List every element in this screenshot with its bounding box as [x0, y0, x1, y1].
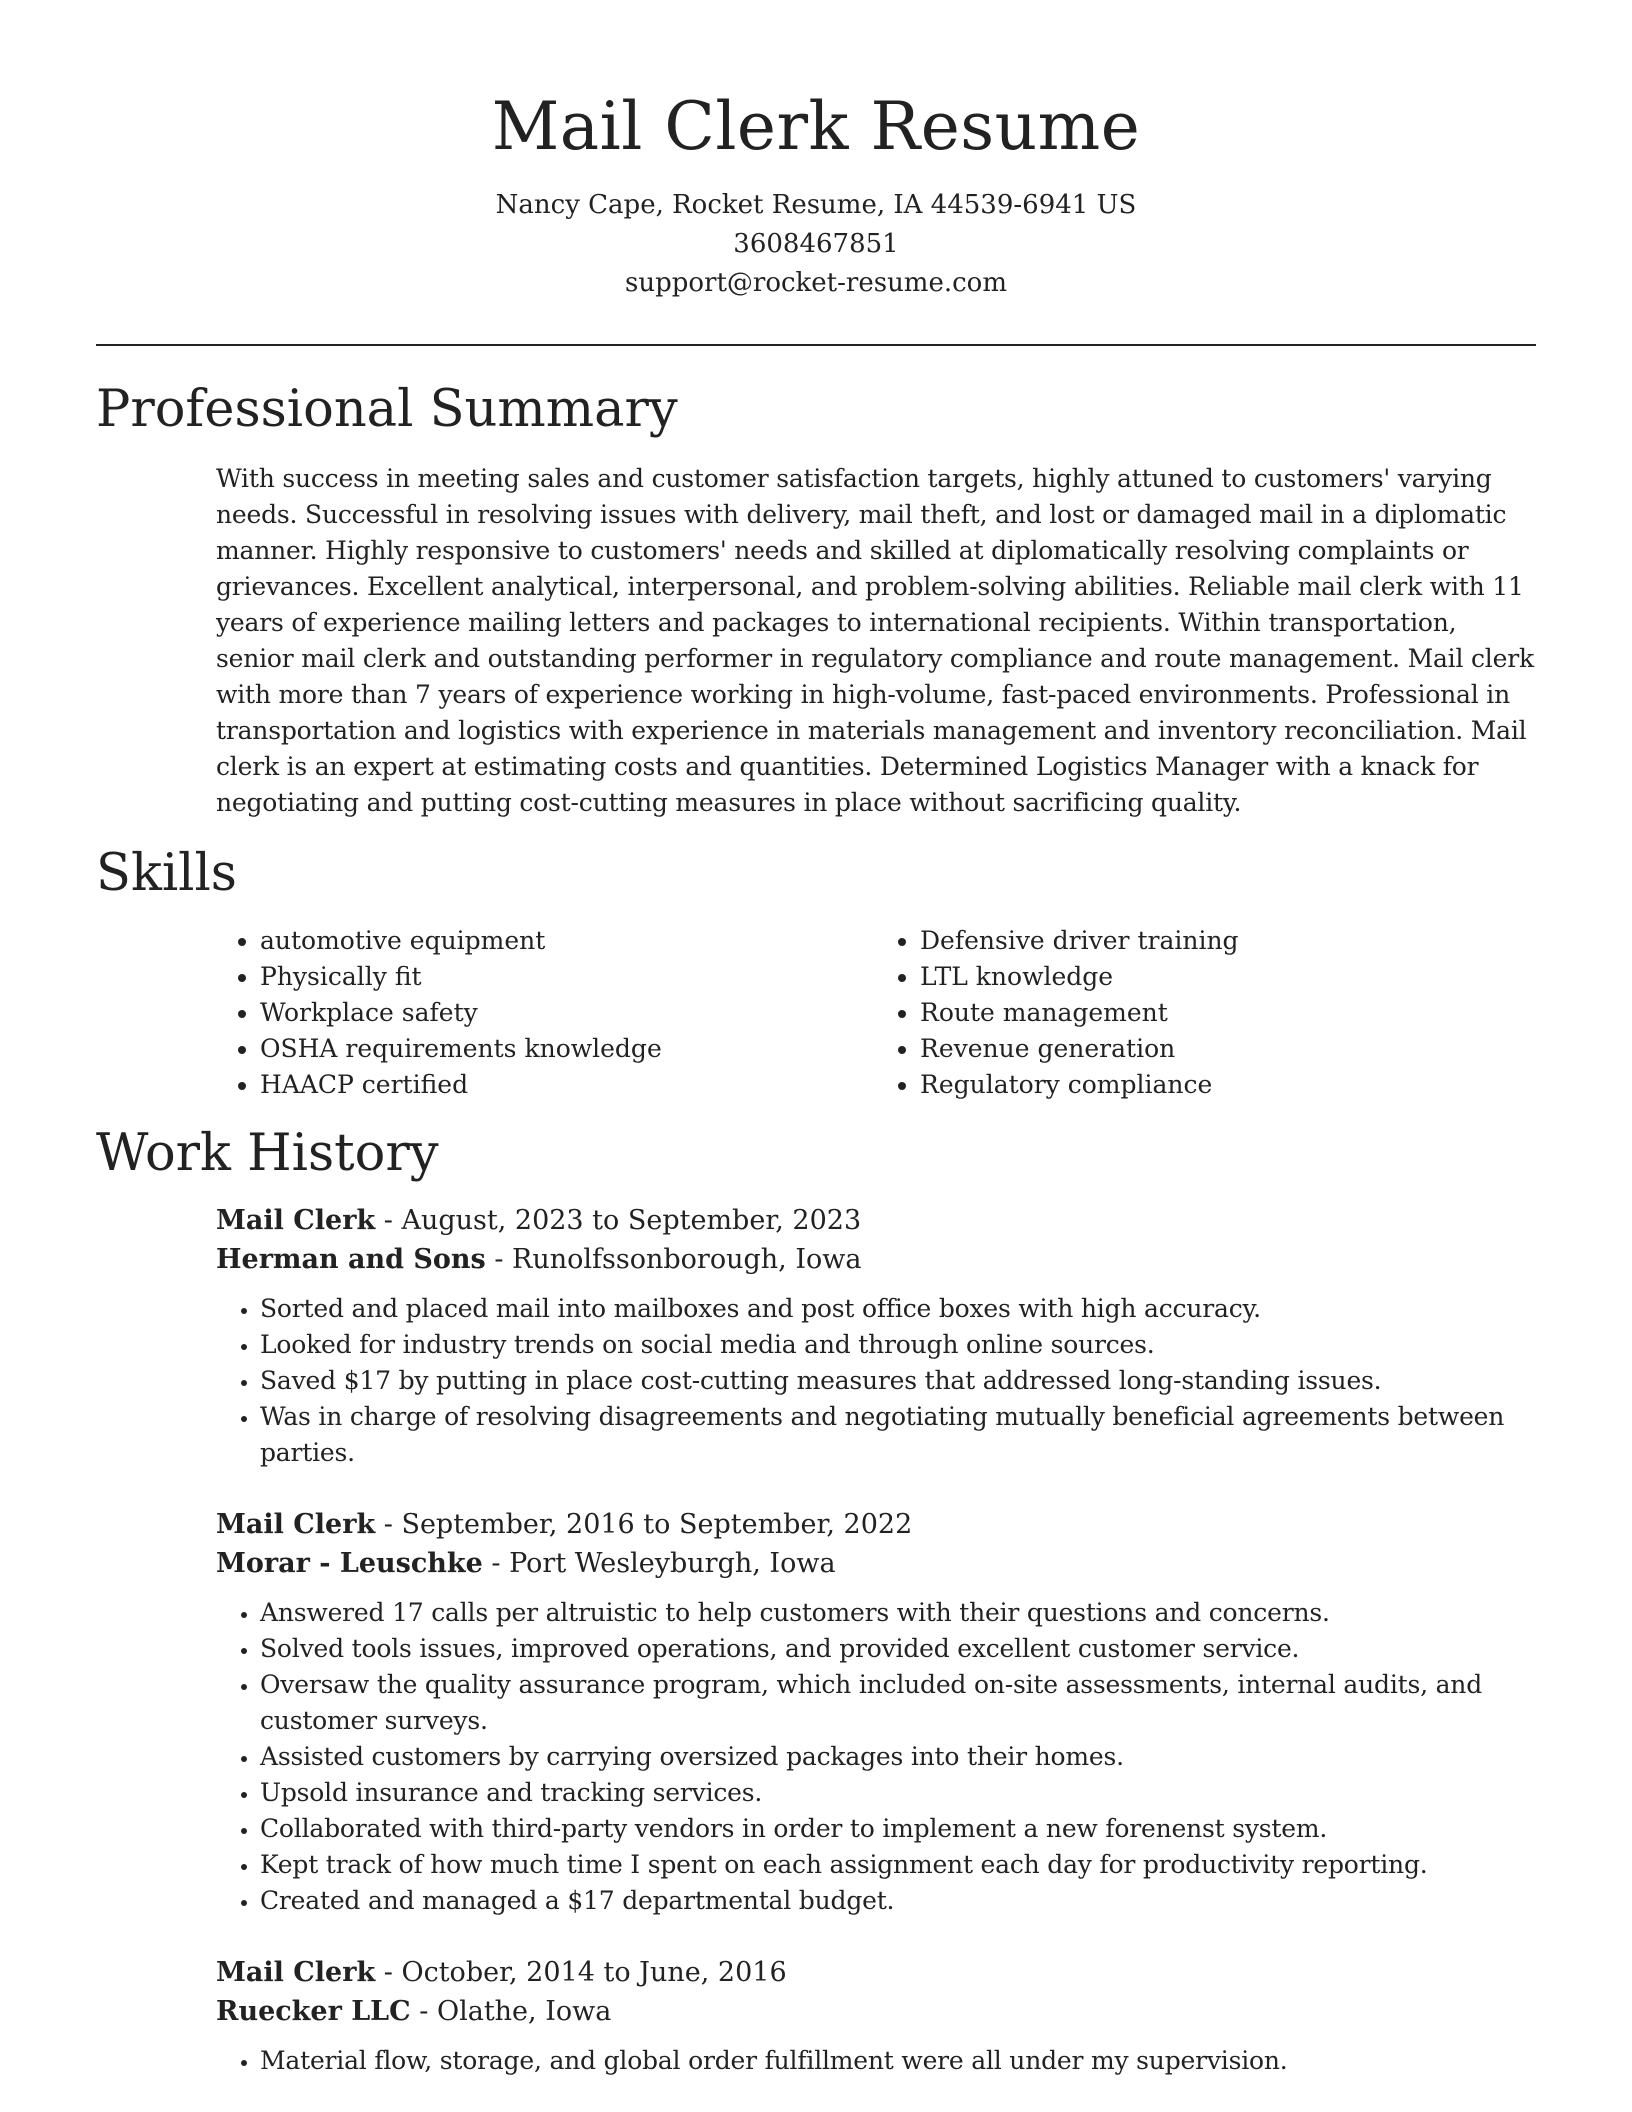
work-history-heading: Work History [96, 1124, 439, 1183]
skill-item: • Route management [920, 995, 1536, 1031]
job-bullet: • Assisted customers by carrying oversized packages into their homes. [260, 1739, 1536, 1775]
job-title-line [216, 1505, 1536, 1544]
job-bullet: • Kept track of how much time I spent on each assignment each day for productivity reporting. [260, 1847, 1536, 1883]
job-bullet: • Sorted and placed mail into mailboxes and post office boxes with high accuracy. [260, 1291, 1536, 1327]
job-separator: - [485, 1244, 513, 1275]
job-bullet: • Created and managed a $17 departmental budget. [260, 1883, 1536, 1919]
contact-address: Nancy Cape, Rocket Resume, IA 44539-6941 US [495, 190, 1137, 220]
job-bullet: • Answered 17 calls per altruistic to help customers with their questions and concerns. [260, 1595, 1536, 1631]
job-bullet: • Collaborated with third-party vendors in order to implement a new forenenst system. [260, 1811, 1536, 1847]
job-title-line [216, 1201, 1536, 1240]
job-company: Ruecker LLC [216, 1996, 411, 2027]
skill-item: • OSHA requirements knowledge [260, 1031, 876, 1067]
skill-item: • automotive equipment [260, 923, 876, 959]
job-company-line [216, 1544, 1536, 1583]
work-history-section [216, 1201, 1536, 2079]
job-title: Mail Clerk [216, 1957, 376, 1988]
job-dates: October, 2014 to June, 2016 [401, 1957, 787, 1988]
job-location: Olathe, Iowa [436, 1996, 612, 2027]
job-title: Mail Clerk [216, 1205, 376, 1236]
job-entry [216, 1201, 1536, 1471]
skill-item: • Regulatory compliance [920, 1067, 1536, 1103]
skill-item: • Workplace safety [260, 995, 876, 1031]
resume-title: Mail Clerk Resume [491, 88, 1141, 165]
job-dates: August, 2023 to September, 2023 [401, 1205, 862, 1236]
skill-item: • LTL knowledge [920, 959, 1536, 995]
job-bullet: • Saved $17 by putting in place cost-cutting measures that addressed long-standing issues. [260, 1363, 1536, 1399]
skill-item: • HAACP certified [260, 1067, 876, 1103]
job-separator: - [375, 1957, 402, 1988]
job-separator: - [375, 1205, 402, 1236]
job-entry [216, 1953, 1536, 2079]
job-title: Mail Clerk [216, 1509, 376, 1540]
skills-heading: Skills [96, 844, 237, 903]
job-bullet: • Solved tools issues, improved operations, and provided excellent customer service. [260, 1631, 1536, 1667]
skill-item: • Physically fit [260, 959, 876, 995]
summary-section [216, 461, 1536, 821]
job-company-line [216, 1240, 1536, 1279]
skills-list-right [876, 923, 1536, 1103]
job-bullets [216, 2043, 1536, 2079]
skills-list-left [216, 923, 876, 1103]
summary-heading: Professional Summary [96, 380, 678, 439]
job-company: Herman and Sons [216, 1244, 486, 1275]
job-separator: - [482, 1548, 510, 1579]
job-bullet: • Upsold insurance and tracking services. [260, 1775, 1536, 1811]
job-dates: September, 2016 to September, 2022 [401, 1509, 913, 1540]
job-bullet: • Was in charge of resolving disagreements and negotiating mutually beneficial agreements between parties. [260, 1399, 1536, 1471]
job-company-line [216, 1992, 1536, 2031]
job-bullet: • Oversaw the quality assurance program, which included on-site assessments, internal audits, and customer surveys. [260, 1667, 1536, 1739]
contact-phone: 3608467851 [733, 229, 899, 259]
job-bullets [216, 1291, 1536, 1471]
job-separator: - [410, 1996, 437, 2027]
job-bullet: • Looked for industry trends on social media and through online sources. [260, 1327, 1536, 1363]
contact-email: support@rocket-resume.com [624, 268, 1007, 298]
job-location: Runolfssonborough, Iowa [512, 1244, 862, 1275]
skills-section [216, 923, 1536, 1103]
skill-item: • Revenue generation [920, 1031, 1536, 1067]
job-title-line [216, 1953, 1536, 1992]
skill-item: • Defensive driver training [920, 923, 1536, 959]
contact-block [96, 186, 1536, 303]
job-bullets [216, 1595, 1536, 1919]
header-divider [96, 344, 1536, 346]
job-separator: - [375, 1509, 402, 1540]
job-location: Port Wesleyburgh, Iowa [509, 1548, 836, 1579]
resume-page [96, 0, 1536, 2079]
job-bullet: • Material flow, storage, and global order fulfillment were all under my supervision. [260, 2043, 1536, 2079]
job-entry [216, 1505, 1536, 1919]
summary-text: With success in meeting sales and customer satisfaction targets, highly attuned to customers' varying needs. Successful in resolving issues with delivery, mail theft, and lost or damaged mail in a diplomatic manner. Highly responsive to customers' needs and skilled at diplomatically resolving complaints or grievances. Excellent analytical, interpersonal, and problem-solving abilities. Reliable mail clerk with 11 years of experience mailing letters and packages to international recipients. Within transportation, senior mail clerk and outstanding performer in regulatory compliance and route management. Mail clerk with more than 7 years of experience working in high-volume, fast-paced environments. Professional in transportation and logistics with experience in materials management and inventory reconciliation. Mail clerk is an expert at estimating costs and quantities. Determined Logistics Manager with a knack for negotiating and putting cost-cutting measures in place without sacrificing quality. [216, 464, 1534, 817]
job-company: Morar - Leuschke [216, 1548, 483, 1579]
